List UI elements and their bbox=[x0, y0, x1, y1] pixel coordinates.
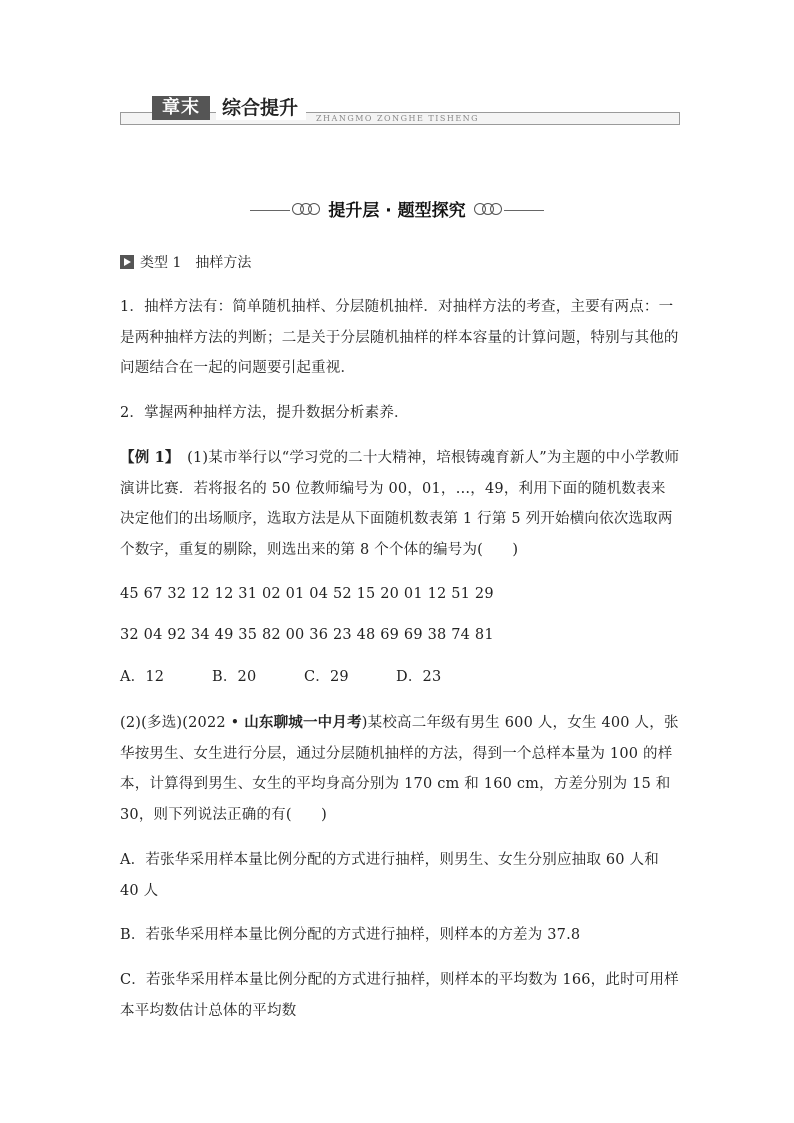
type-name: 抽样方法 bbox=[195, 255, 252, 271]
option-2b: B．若张华采用样本量比例分配的方式进行抽样，则样本的方差为 37.8 bbox=[120, 927, 581, 943]
divider-line-right bbox=[504, 210, 544, 211]
option-2c: C．若张华采用样本量比例分配的方式进行抽样，则样本的平均数为 166，此时可用样本平均数估计总体的平均数 bbox=[120, 972, 679, 1019]
type-label: 类型 1 bbox=[140, 255, 182, 271]
example-question-2 bbox=[120, 708, 680, 830]
question-1-text: (1)某市举行以“学习党的二十大精神，培根铸魂育新人”为主题的中小学教师演讲比赛．若将报名的 50 位教师编号为 00，01，…，49，利用下面的随机数表来决定他们的出场顺序，选取方法是从下面随机数表第 1 行第 5 列开始横向依次选取两个数字，重复的剔除，则选出来的第 8 个个体的编号为( ) bbox=[120, 450, 680, 558]
option-a: A．12 bbox=[120, 669, 165, 685]
option-c: C．29 bbox=[304, 669, 349, 685]
question-2-source: 山东聊城一中月考 bbox=[244, 714, 362, 731]
intro-paragraph-2: 2．掌握两种抽样方法，提升数据分析素养． bbox=[120, 405, 409, 421]
question-1-options bbox=[120, 662, 680, 693]
chapter-pinyin: ZHANGMO ZONGHE TISHENG bbox=[316, 114, 480, 123]
question-2-prefix: (2)(多选)(2022 • bbox=[120, 715, 245, 731]
chapter-header bbox=[120, 96, 680, 130]
play-triangle-icon bbox=[120, 255, 134, 269]
type-heading bbox=[120, 253, 251, 273]
section-divider bbox=[250, 198, 544, 224]
random-table-row-2: 32 04 92 34 49 35 82 00 36 23 48 69 69 38 74 81 bbox=[120, 627, 494, 643]
option-d: D．23 bbox=[396, 669, 442, 685]
example-tag: 【例 1】 bbox=[120, 449, 173, 466]
divider-line-left bbox=[250, 210, 290, 211]
random-table-row-1: 45 67 32 12 12 31 02 01 04 52 15 20 01 12 51 29 bbox=[120, 586, 494, 602]
option-2a: A．若张华采用样本量比例分配的方式进行抽样，则男生、女生分别应抽取 60 人和 40 人 bbox=[120, 852, 659, 899]
chapter-title: 综合提升 bbox=[216, 96, 306, 120]
intro-paragraph-1: 1．抽样方法有：简单随机抽样、分层随机抽样．对抽样方法的考查，主要有两点：一是两种抽样方法的判断；二是关于分层随机抽样的样本容量的计算问题，特别与其他的问题结合在一起的问题要引起重视． bbox=[120, 299, 679, 376]
option-b: B．20 bbox=[212, 669, 257, 685]
rings-ornament-right-icon bbox=[474, 203, 502, 217]
rings-ornament-left-icon bbox=[292, 203, 320, 217]
chapter-tag: 章末 bbox=[152, 96, 210, 120]
example-question-1 bbox=[120, 443, 680, 565]
section-title: 提升层 · 题型探究 bbox=[328, 201, 466, 221]
question-2-text: )某校高二年级有男生 600 人，女生 400 人，张华按男生、女生进行分层，通过分层随机抽样的方法，得到一个总样本量为 100 的样本，计算得到男生、女生的平均身高分别为 170 cm 和 160 cm，方差分别为 15 和 30，则下列说法正确的有( ) bbox=[120, 715, 679, 823]
